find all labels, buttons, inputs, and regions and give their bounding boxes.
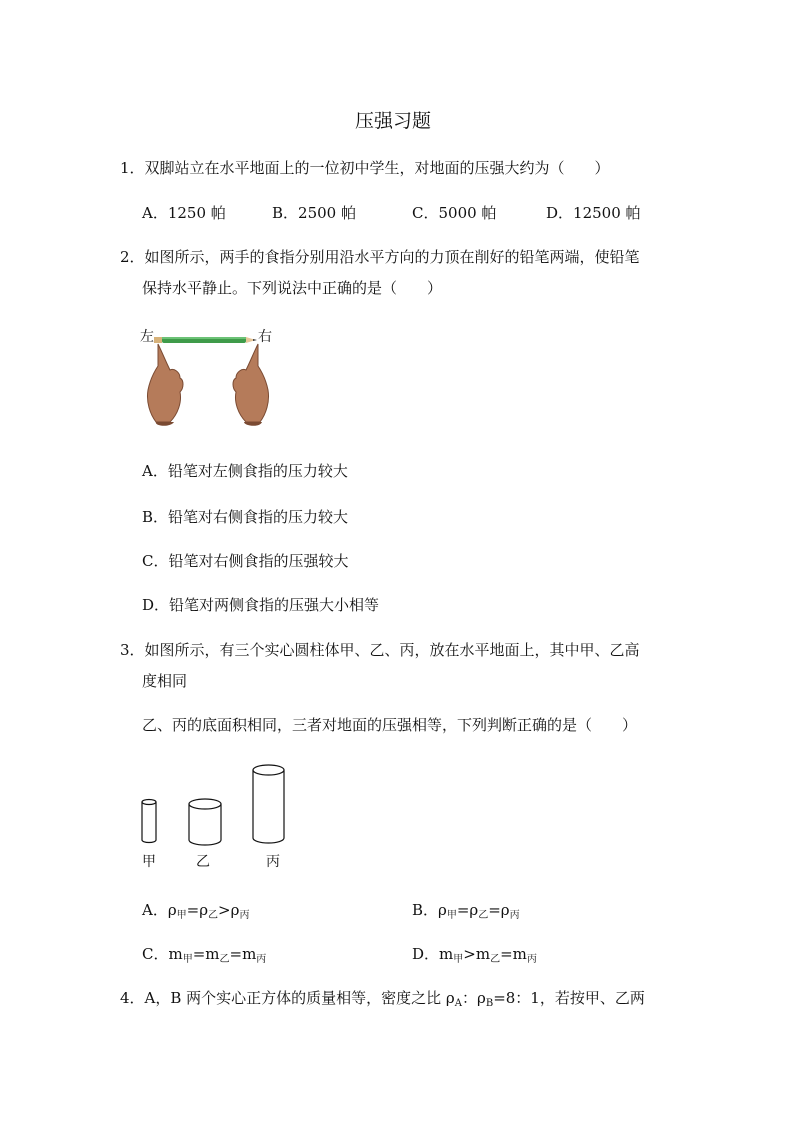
q2-option-d: D．铅笔对两侧食指的压强大小相等 xyxy=(142,596,380,614)
cylinders-figure xyxy=(138,760,298,850)
q3-option-a: A．$\rho_甲=\rho_乙>\rho_丙$ xyxy=(142,901,250,921)
q1-option-b: B．2500 帕 xyxy=(272,204,356,222)
question-3-stem-line-3: 乙、丙的底面积相同，三者对地面的压强相等，下列判断正确的是（ ） xyxy=(142,716,638,734)
q3-option-d: D．$m_甲>m_乙=m_丙$ xyxy=(412,945,537,965)
label-bing: 丙 xyxy=(266,854,280,870)
cylinder-jia xyxy=(142,800,156,843)
pencil-figure xyxy=(140,322,280,432)
q1-option-a: A．1250 帕 xyxy=(142,204,226,222)
q2-option-c: C．铅笔对右侧食指的压强较大 xyxy=(142,552,349,570)
q3-option-b: B．$\rho_甲=\rho_乙=\rho_丙$ xyxy=(412,901,520,921)
label-yi: 乙 xyxy=(196,854,210,870)
label-jia: 甲 xyxy=(142,854,156,870)
pencil-and-hands-illustration xyxy=(140,322,280,432)
label-left: 左 xyxy=(140,329,154,345)
q1-option-d: D．12500 帕 xyxy=(546,204,641,222)
question-2-stem-line-1: 2．如图所示，两手的食指分别用沿水平方向的力顶在削好的铅笔两端，使铅笔 xyxy=(120,248,640,266)
question-3-stem-line-1: 3．如图所示，有三个实心圆柱体甲、乙、丙，放在水平地面上，其中甲、乙高 xyxy=(120,641,640,659)
q2-option-a: A．铅笔对左侧食指的压力较大 xyxy=(142,462,348,480)
q2-option-b: B．铅笔对右侧食指的压力较大 xyxy=(142,508,349,526)
question-2-stem-line-2: 保持水平静止。下列说法中正确的是（ ） xyxy=(142,279,443,297)
page-title: 压强习题 xyxy=(355,110,432,132)
q1-option-c: C．5000 帕 xyxy=(412,204,497,222)
question-3-stem-line-2: 度相同 xyxy=(142,672,188,690)
question-1-stem: 1．双脚站立在水平地面上的一位初中学生，对地面的压强大约为（ ） xyxy=(120,159,610,177)
cylinder-bing xyxy=(253,765,284,843)
cylinder-yi xyxy=(189,799,221,845)
label-right: 右 xyxy=(258,329,272,345)
q3-option-c: C．$m_甲=m_乙=m_丙$ xyxy=(142,945,267,965)
question-4-stem: 4．A，B 两个实心正方体的质量相等，密度之比 $\rho_A$：$\rho_B=8$：1，若按甲、乙两 xyxy=(120,989,645,1009)
